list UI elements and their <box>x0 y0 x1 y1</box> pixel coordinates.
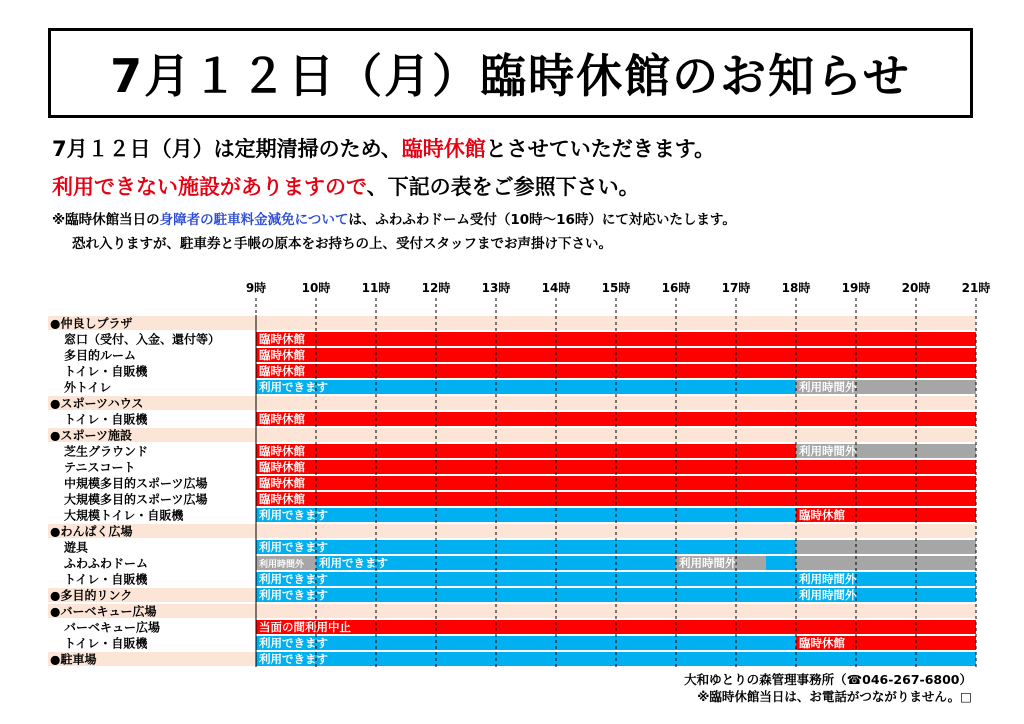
facility-label: トイレ・自販機 <box>64 412 148 427</box>
note-line-1-c: は、ふわふわドーム受付（10時～16時）にて対応いたします。 <box>348 212 736 228</box>
segment-available <box>256 508 796 522</box>
segment-label: 臨時休館 <box>259 460 305 474</box>
facility-label: 中規模多目的スポーツ広場 <box>64 476 208 491</box>
category-band <box>48 428 976 442</box>
segment-label: 利用できます <box>259 540 328 554</box>
segment-label: 利用時間外 <box>799 444 857 458</box>
hour-label: 20時 <box>901 281 931 295</box>
segment-outside_hours <box>796 540 976 554</box>
segment-label: 臨時休館 <box>259 332 305 346</box>
segment-label: 利用できます <box>259 380 328 394</box>
segment-available <box>256 380 796 394</box>
category-label: ●わんぱく広場 <box>50 524 133 539</box>
segment-label: 臨時休館 <box>259 492 305 506</box>
category-label: ●スポーツ施設 <box>50 428 132 443</box>
category-band <box>48 316 976 330</box>
intro-line-1-a: 7月１２日（月）は定期清掃のため、 <box>52 137 402 161</box>
facility-label: 多目的ルーム <box>64 348 137 363</box>
segment-available <box>766 556 796 570</box>
facility-label: 遊具 <box>64 540 89 555</box>
facility-label: トイレ・自販機 <box>64 636 148 651</box>
facility-label: 窓口（受付、入金、還付等） <box>64 332 221 347</box>
category-label: ●仲良しプラザ <box>50 316 133 331</box>
segment-label: 臨時休館 <box>799 636 845 650</box>
hour-label: 18時 <box>781 281 811 295</box>
category-label: ●駐車場 <box>50 652 97 667</box>
segment-label: 利用時間外 <box>799 380 857 394</box>
category-band <box>48 604 976 618</box>
facility-label: 外トイレ <box>64 380 112 395</box>
segment-label: 利用できます <box>319 556 388 570</box>
hour-label: 13時 <box>481 281 511 295</box>
category-band <box>48 524 976 538</box>
segment-closed <box>256 444 796 458</box>
segment-label: 臨時休館 <box>259 444 305 458</box>
segment-label: 臨時休館 <box>799 508 845 522</box>
segment-label: 利用時間外 <box>799 588 857 602</box>
segment-label: 臨時休館 <box>259 412 305 426</box>
hour-label: 15時 <box>601 281 631 295</box>
hour-label: 21時 <box>961 281 991 295</box>
hour-label: 19時 <box>841 281 871 295</box>
hour-label: 14時 <box>541 281 571 295</box>
facility-label: バーベキュー広場 <box>64 620 161 635</box>
note-line-1-highlight: 身障者の駐車料金減免について <box>159 212 349 228</box>
facility-label: ふわふわドーム <box>64 556 149 571</box>
hour-label: 10時 <box>301 281 331 295</box>
facility-label: 大規模多目的スポーツ広場 <box>64 492 208 507</box>
category-band <box>48 396 976 410</box>
office-contact: 大和ゆとりの森管理事務所（☎046-267-6800） <box>684 672 972 687</box>
facility-label: トイレ・自販機 <box>64 572 148 587</box>
segment-available <box>256 636 796 650</box>
note-line-2: 恐れ入りますが、駐車券と手帳の原本をお持ちの上、受付スタッフまでお声掛け下さい。 <box>72 236 612 252</box>
intro-line-1-c: とさせていただきます。 <box>485 137 716 161</box>
segment-label: 利用できます <box>259 588 328 602</box>
category-label: ●スポーツハウス <box>50 396 144 411</box>
note-line-1-a: ※臨時休館当日の <box>52 212 160 228</box>
segment-label: 利用時間外 <box>799 572 857 586</box>
segment-label: 当面の間利用中止 <box>259 620 351 634</box>
segment-label: 利用できます <box>259 572 328 586</box>
segment-label: 利用時間外 <box>259 560 305 570</box>
segment-available <box>256 540 796 554</box>
segment-available <box>256 588 796 602</box>
facility-label: 芝生グラウンド <box>64 444 149 459</box>
hour-label: 16時 <box>661 281 691 295</box>
intro-line-1-closed: 臨時休館 <box>401 137 486 161</box>
segment-label: 利用時間外 <box>679 556 737 570</box>
segment-label: 臨時休館 <box>259 348 305 362</box>
segment-label: 臨時休館 <box>259 364 305 378</box>
category-label: ●多目的リンク <box>50 588 133 603</box>
intro-line-2-warning: 利用できない施設がありますので <box>52 175 367 199</box>
hour-label: 11時 <box>361 281 391 295</box>
segment-label: 利用できます <box>259 652 328 666</box>
segment-available <box>256 572 796 586</box>
segment-label: 利用できます <box>259 508 328 522</box>
facility-label: トイレ・自販機 <box>64 364 148 379</box>
segment-label: 利用できます <box>259 636 328 650</box>
facility-label: 大規模トイレ・自販機 <box>64 508 184 523</box>
hour-label: 12時 <box>421 281 451 295</box>
page-title: 7月１２日（月）臨時休館のお知らせ <box>110 49 911 103</box>
segment-outside_hours <box>796 556 976 570</box>
closure-phone-note: ※臨時休館当日は、お電話がつながりません。□ <box>697 689 972 704</box>
hour-label: 17時 <box>721 281 751 295</box>
intro-line-2-b: 、下記の表をご参照下さい。 <box>366 175 640 199</box>
facility-label: テニスコート <box>64 460 136 475</box>
category-label: ●バーベキュー広場 <box>50 604 157 619</box>
segment-label: 臨時休館 <box>259 476 305 490</box>
hour-label: 9時 <box>245 281 267 295</box>
